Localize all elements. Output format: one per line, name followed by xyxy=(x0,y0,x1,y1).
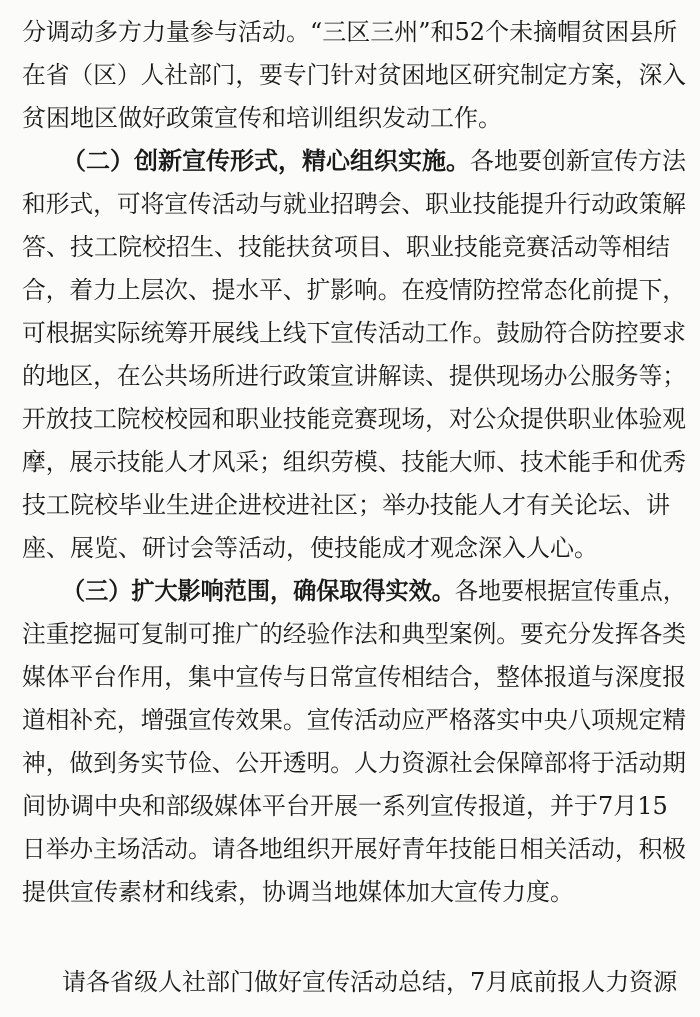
text-line xyxy=(22,700,700,740)
text-line xyxy=(22,184,700,224)
text-line xyxy=(22,528,700,568)
text-line xyxy=(62,962,700,1002)
text-line xyxy=(22,442,700,482)
line-text: 请各省级人社部门做好宣传活动总结，7月底前报人力资源 xyxy=(62,968,678,996)
line-text: 技工院校毕业生进企进校进社区；举办技能人才有关论坛、讲 xyxy=(22,491,670,519)
section-heading: （三）扩大影响范围，确保取得实效。 xyxy=(62,577,455,605)
text-line xyxy=(22,829,700,869)
line-text: 提供宣传素材和线索，协调当地媒体加大宣传力度。 xyxy=(22,878,574,906)
text-line xyxy=(22,485,700,525)
line-text: 贫困地区做好政策宣传和培训组织发动工作。 xyxy=(22,104,502,132)
text-line xyxy=(22,614,700,654)
line-text: 在省（区）人社部门，要专门针对贫困地区研究制定方案，深入 xyxy=(22,61,686,89)
line-text: 神，做到务实节俭、公开透明。人力资源社会保障部将于活动期 xyxy=(22,749,686,777)
text-line xyxy=(22,743,700,783)
section-heading-line xyxy=(62,141,700,181)
text-line xyxy=(22,786,700,826)
section-heading-line xyxy=(62,571,700,611)
line-text: 道相补充，增强宣传效果。宣传活动应严格落实中央八项规定精 xyxy=(22,706,686,734)
line-text: 的地区，在公共场所进行政策宣讲解读、提供现场办公服务等； xyxy=(22,362,686,390)
text-line xyxy=(22,872,700,912)
line-text: 合，着力上层次、提水平、扩影响。在疫情防控常态化前提下， xyxy=(22,276,686,304)
text-line xyxy=(22,399,700,439)
text-line xyxy=(22,227,700,267)
line-text: 各地要创新宣传方法 xyxy=(470,147,686,175)
text-line xyxy=(22,270,700,310)
line-text: 和形式，可将宣传活动与就业招聘会、职业技能提升行动政策解 xyxy=(22,190,686,218)
text-line xyxy=(22,98,700,138)
line-text: 分调动多方力量参与活动。“三区三州”和52个未摘帽贫困县所 xyxy=(22,18,678,46)
line-text: 开放技工院校校园和职业技能竞赛现场，对公众提供职业体验观 xyxy=(22,405,686,433)
line-text: 日举办主场活动。请各地组织开展好青年技能日相关活动，积极 xyxy=(22,835,686,863)
text-line xyxy=(22,55,700,95)
line-text: 媒体平台作用，集中宣传与日常宣传相结合，整体报道与深度报 xyxy=(22,663,686,691)
text-line xyxy=(22,12,700,52)
line-text: 间协调中央和部级媒体平台开展一系列宣传报道，并于7月15 xyxy=(22,792,668,820)
line-text: 答、技工院校招生、技能扶贫项目、职业技能竞赛活动等相结 xyxy=(22,233,670,261)
line-text: 注重挖掘可复制可推广的经验作法和典型案例。要充分发挥各类 xyxy=(22,620,686,648)
line-text: 各地要根据宣传重点， xyxy=(454,577,686,605)
section-heading: （二）创新宣传形式，精心组织实施。 xyxy=(62,147,470,175)
text-line xyxy=(22,313,700,353)
text-line xyxy=(22,657,700,697)
line-text: 可根据实际统筹开展线上线下宣传活动工作。鼓励符合防控要求 xyxy=(22,319,686,347)
text-line xyxy=(22,356,700,396)
line-text: 座、展览、研讨会等活动，使技能成才观念深入人心。 xyxy=(22,534,598,562)
line-text: 摩，展示技能人才风采；组织劳模、技能大师、技术能手和优秀 xyxy=(22,448,686,476)
